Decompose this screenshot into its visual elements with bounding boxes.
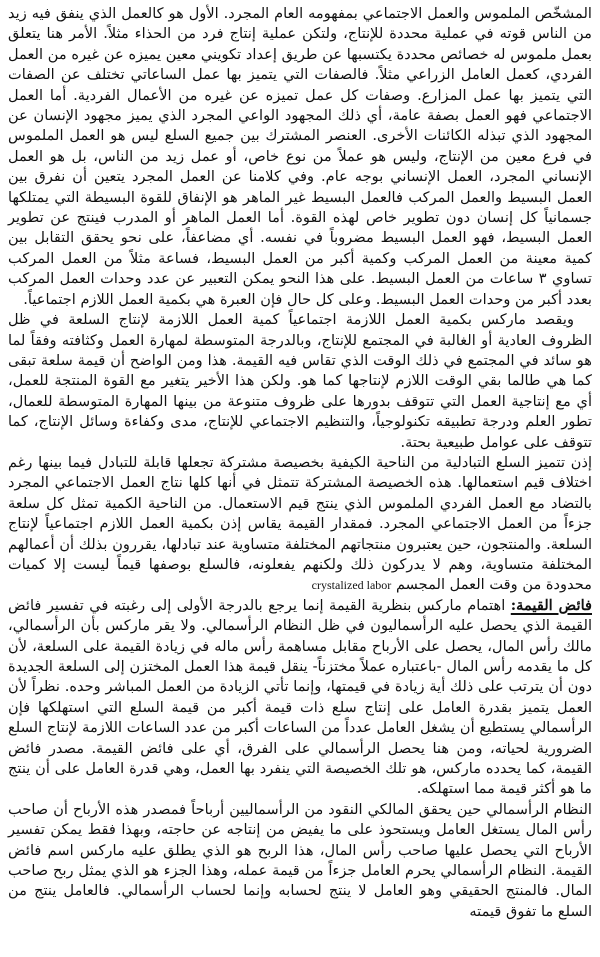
document-page [8, 4, 592, 957]
paragraph-socially-necessary-labor [8, 310, 592, 453]
paragraph-labor-types [8, 4, 592, 310]
paragraph-text: ويقصد ماركس بكمية العمل اللازمة اجتماعياً كمية العمل اللازمة لإنتاج السلعة في ظل الظروف العادية أو الغالبة في المجتمع للإنتاج، وبالدرجة المتوسطة لمهارة العمل وكثافته وفقاً لما هو سائد في المجتمع في ذلك الوقت الذي تقاس فيه القيمة. هذا ومن الواضح أن قيمة سلعة تبقى كما هي طالما بقي الوقت اللازم لإنتاجها كما هو. ولكن هذا الأخير يتغير مع القوة المنتجة للعمل، أي مع إنتاجية العمل التي تتوقف بدورها على ظروف متنوعة من بينها المهارة المتوسطة للعمال، تطور العلم ودرجة تطبيقه تكنولوجياً، والتنظيم الاجتماعي للإنتاج، مدى وكفاءة وسائل الإنتاج، كما تتوقف على عوامل طبيعية بحتة. [8, 311, 592, 451]
paragraph-text: النظام الرأسمالي حين يحقق المالكي النقود من الرأسماليين أرباحاً فمصدر هذه الأرباح أن صاحب رأس المال يستغل العامل ويستحوذ على ما يفيض من إنتاجه عن حاجته، وبهذا فقط يمكن تفسير الأرباح التي يحصل عليها صاحب رأس المال، هذا الربح هو الذي يطلق عليه ماركس اسم فائض القيمة. النظام الرأسمالي يحرم العامل جزءاً من قيمة عمله، وهذا الجزء هو الذي يمثل ربح صاحب المال. فالمنتج الحقيقي وهو العامل لا ينتج لحسابه وإنما لحساب الرأسمالي. فالعامل ينتج من السلع ما تفوق قيمته [8, 800, 592, 920]
paragraph-text: المشخّص الملموس والعمل الاجتماعي بمفهومه العام المجرد. الأول هو كالعمل الذي ينفق فيه زيد من الناس قوته في عملية محددة للإنتاج، ولتكن عملية إنتاج فرد من الحذاء مثلاً. الأمر هنا يتعلق بعمل ملموس له خصائص محددة يكتسبها عن طريق إعداد تكويني معين يميزه عن غيره من العمل الفردي، كعمل العامل الزراعي مثلاً. فالصفات التي يتميز بها عمل الساعاتي تختلف عن الصفات التي يتميز بها عمل المزارع. وصفات كل عمل تميزه عن غيره من الأعمال الفردية. أما العمل الاجتماعي فهو العمل بصفة عامة، أي ذلك المجهود الواعي المجرد الذي يميز مجهود الإنسان عن المجهود الذي تبذله الكائنات الأخرى. العنصر المشترك بين جميع السلع ليس هو العمل الملموس في فرع معين من الإنتاج، وليس هو عملاً من نوع خاص، أو عمل زيد من الناس، بل هو العمل الإنساني المجرد، العمل الإنساني بوجه عام. وفي كلامنا عن العمل المجرد يتعين أن نفرق بين العمل البسيط والعمل المركب فالعمل البسيط غير الماهر هو الإنفاق للقوة البسيطة التي يمتلكها جسمانياً كل إنسان دون تطوير خاص لهذه القوة. أما العمل الماهر أو المدرب فينتج عن تطوير العمل البسيط، فهو العمل البسيط مضروباً في نفسه. أي مضاعفاً، على نحو يحقق التقابل بين كمية معينة من العمل المركب وكمية أكبر من العمل البسيط، فساعة مثلاً من العمل المركب تساوي ٣ ساعات من العمل البسيط. على هذا النحو يمكن التعبير عن عدد وحدات العمل المركب بعدد أكبر من وحدات العمل البسيط. وعلى كل حال فإن العبرة هي بكمية العمل اللازم اجتماعياً. [8, 5, 592, 308]
paragraph-exchange-value [8, 453, 592, 596]
paragraph-text: إذن تتميز السلع التبادلية من الناحية الكيفية بخصيصة مشتركة تجعلها قابلة للتبادل فيما بينها رغم اختلاف قيم استعمالها. هذه الخصيصة المشتركة تتمثل في أنها كلها نتاج العمل الاجتماعي المجرد بالتضاد مع العمل الفردي الملموس الذي ينتج قيم الاستعمال. من الناحية الكمية تمثل كل سلعة جزءاً من العمل الاجتماعي المجرد. فمقدار القيمة يقاس إذن بكمية العمل اللازم اجتماعياً لإنتاج السلعة. والمنتجون، حين يعتبرون منتجاتهم المختلفة متساوية عند تبادلها، يقررون بذلك أن أعمالهم المختلفة متساوية، وهم لا يدركون ذلك ولكنهم يفعلونه، فالسلع بوصفها قيماً ليست إلا كميات محدودة من وقت العمل المجسم [8, 453, 592, 594]
english-term: crystalized labor [311, 578, 392, 593]
paragraph-surplus-value [8, 596, 592, 800]
paragraph-capitalist-system [8, 800, 592, 922]
paragraph-text: اهتمام ماركس بنظرية القيمة إنما يرجع بالدرجة الأولى إلى رغبته في تفسير فائض القيمة الذي يحصل عليه الرأسماليون في ظل النظام الرأسمالي. ولا يقر ماركس بأن الرأسمالي، مالك رأس المال، يحصل على الأرباح مقابل مساهمة رأس ماله في زيادة القيمة على السلعة، لأن كل ما يقدمه رأس المال -باعتباره عملاً مختزناً- ينقل قيمة هذا العمل المختزن إلى السلعة الجديدة دون أن يترتب على ذلك أية زيادة في قيمتها، وإنما تأتي الزيادة من العمل المباشر وحده. نظراً لأن العمل يتميز بقدرة العامل على إنتاج سلع ذات قيمة أكبر من قيمة السلع التي استهلكها فإن الرأسمالي يستطيع أن يشغل العامل عدداً من الساعات أكبر من عدد الساعات اللازمة لإنتاج السلع الضرورية لحياته، ومن هنا يحصل الرأسمالي على الفرق، أي على فائض القيمة. مصدر فائض القيمة، كما يحدده ماركس، هو تلك الخصيصة التي ينفرد بها العمل، وهي قدرة العامل على أن ينتج ما هو أكثر قيمة مما استهلكه. [8, 596, 592, 798]
section-heading: فائض القيمة: [510, 596, 592, 614]
